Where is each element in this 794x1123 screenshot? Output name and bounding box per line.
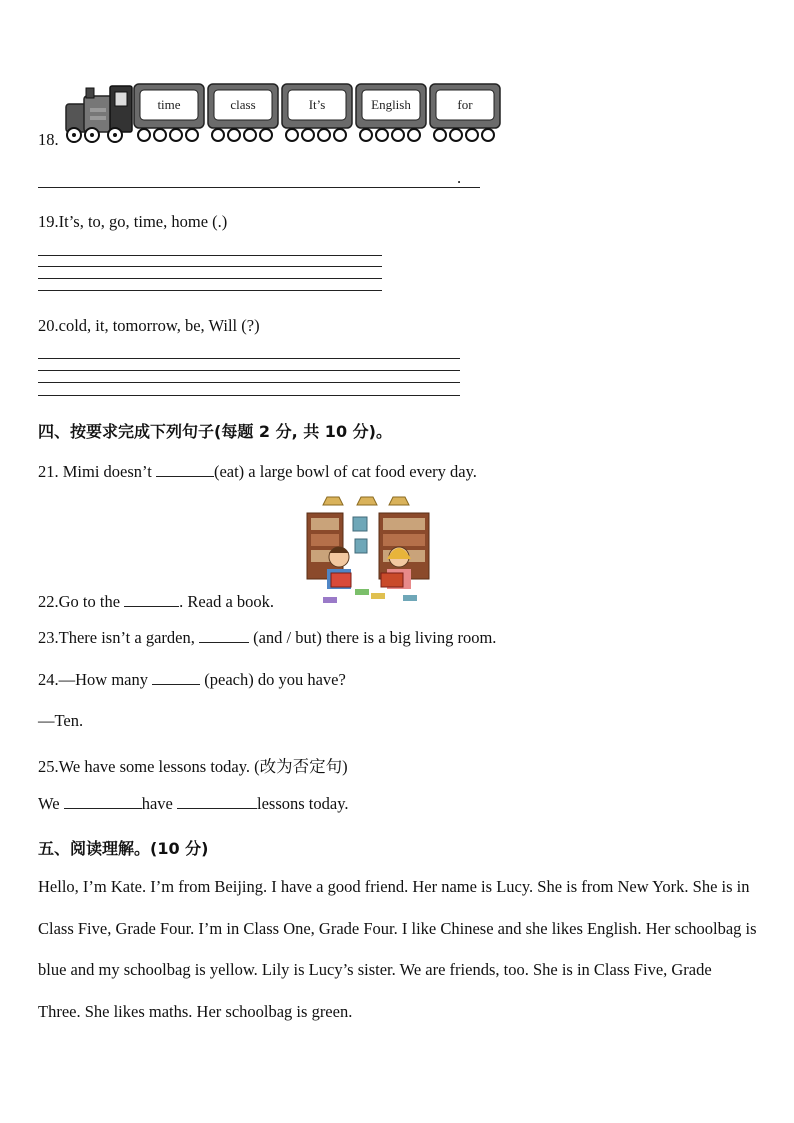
- wheel-icon: [434, 129, 446, 141]
- wheel-icon: [408, 129, 420, 141]
- wheel-icon: [334, 129, 346, 141]
- q19-answer-line[interactable]: [38, 290, 382, 291]
- q22-blank[interactable]: [124, 592, 179, 607]
- q20-answer-line[interactable]: [38, 370, 460, 371]
- q19-prompt: 19.It’s, to, go, time, home (.): [38, 212, 228, 231]
- q25-fill-b: have: [141, 794, 177, 813]
- wheel-icon: [302, 129, 314, 141]
- train-wagon: [282, 84, 352, 141]
- library-reading-illustration: [303, 493, 436, 608]
- q23-after: (and / but) there is a big living room.: [248, 628, 497, 647]
- wheel-icon: [482, 129, 494, 141]
- q23-before: 23.There isn’t a garden,: [38, 628, 199, 647]
- q23-blank[interactable]: [199, 628, 249, 643]
- train-wagon: [208, 84, 278, 141]
- train-word-label: for: [457, 97, 473, 112]
- q25-fill-c: lessons today.: [256, 794, 349, 813]
- q24-before: 24.—How many: [38, 670, 153, 689]
- wheel-icon: [360, 129, 372, 141]
- train-word-label: It’s: [308, 97, 326, 112]
- q21-before: 21. Mimi doesn’t: [38, 462, 156, 481]
- q21-blank[interactable]: [156, 462, 214, 477]
- train-word-label: time: [157, 97, 181, 112]
- q23-line: [38, 628, 496, 648]
- train-wagon: [430, 84, 500, 141]
- q20-prompt: 20.cold, it, tomorrow, be, Will (?): [38, 316, 260, 335]
- lamp-icon: [323, 497, 409, 505]
- wheel-icon: [228, 129, 240, 141]
- wheel-icon: [186, 129, 198, 141]
- wheel-icon: [244, 129, 256, 141]
- q24-line: [38, 670, 346, 690]
- wheel-icon: [392, 129, 404, 141]
- wheel-icon: [138, 129, 150, 141]
- wheel-icon: [376, 129, 388, 141]
- q25-blank-2[interactable]: [177, 794, 257, 809]
- q20-answer-line[interactable]: [38, 358, 460, 359]
- train-word-label: English: [371, 97, 411, 112]
- q22-after: . Read a book.: [179, 592, 275, 611]
- wheel-icon: [170, 129, 182, 141]
- q25-fill-a: We: [38, 794, 64, 813]
- wheel-icon: [318, 129, 330, 141]
- train-illustration: [60, 82, 505, 146]
- reading-passage: Hello, I’m Kate. I’m from Beijing. I have a good friend. Her name is Lucy. She is from New York. She is in Class Five, Grade Four. I’m in Class One, Grade Four. I like Chinese and she likes English. Her schoolbag is blue and my schoolbag is yellow. Lily is Lucy’s sister. We are friends, too. She is in Class Five, Grade Three. She likes maths. Her schoolbag is green.: [38, 877, 757, 1021]
- q20-answer-line[interactable]: [38, 395, 460, 396]
- wheel-icon: [450, 129, 462, 141]
- q21-line: [38, 462, 477, 482]
- q25-prompt: 25.We have some lessons today. (改为否定句): [38, 757, 348, 776]
- q19-answer-line[interactable]: [38, 278, 382, 279]
- q24-after: (peach) do you have?: [200, 670, 346, 689]
- wheel-icon: [154, 129, 166, 141]
- section-5-heading: 五、阅读理解。(10 分): [38, 839, 209, 858]
- wheel-icon: [286, 129, 298, 141]
- train-wagon: [134, 84, 204, 141]
- q25-fill-line: [38, 794, 349, 814]
- train-wagon: [356, 84, 426, 141]
- q24-blank[interactable]: [152, 670, 200, 685]
- q19-answer-line[interactable]: [38, 266, 382, 267]
- q18-answer-line[interactable]: [38, 187, 480, 188]
- wheel-icon: [466, 129, 478, 141]
- section-4-heading: 四、按要求完成下列句子(每题 2 分, 共 10 分)。: [38, 422, 392, 441]
- q19-answer-line[interactable]: [38, 255, 382, 256]
- children-reading-icon: [323, 547, 417, 603]
- wheel-icon: [212, 129, 224, 141]
- q25-blank-1[interactable]: [64, 794, 142, 809]
- q20-answer-line[interactable]: [38, 382, 460, 383]
- q24-answer: —Ten.: [38, 711, 84, 730]
- q21-after: (eat) a large bowl of cat food every day.: [213, 462, 477, 481]
- q18-number: 18.: [38, 130, 59, 149]
- q22-line: [38, 592, 274, 612]
- q18-answer-period: .: [457, 168, 462, 187]
- locomotive-icon: [66, 86, 132, 142]
- train-word-label: class: [230, 97, 256, 112]
- wheel-icon: [260, 129, 272, 141]
- q22-before: 22.Go to the: [38, 592, 125, 611]
